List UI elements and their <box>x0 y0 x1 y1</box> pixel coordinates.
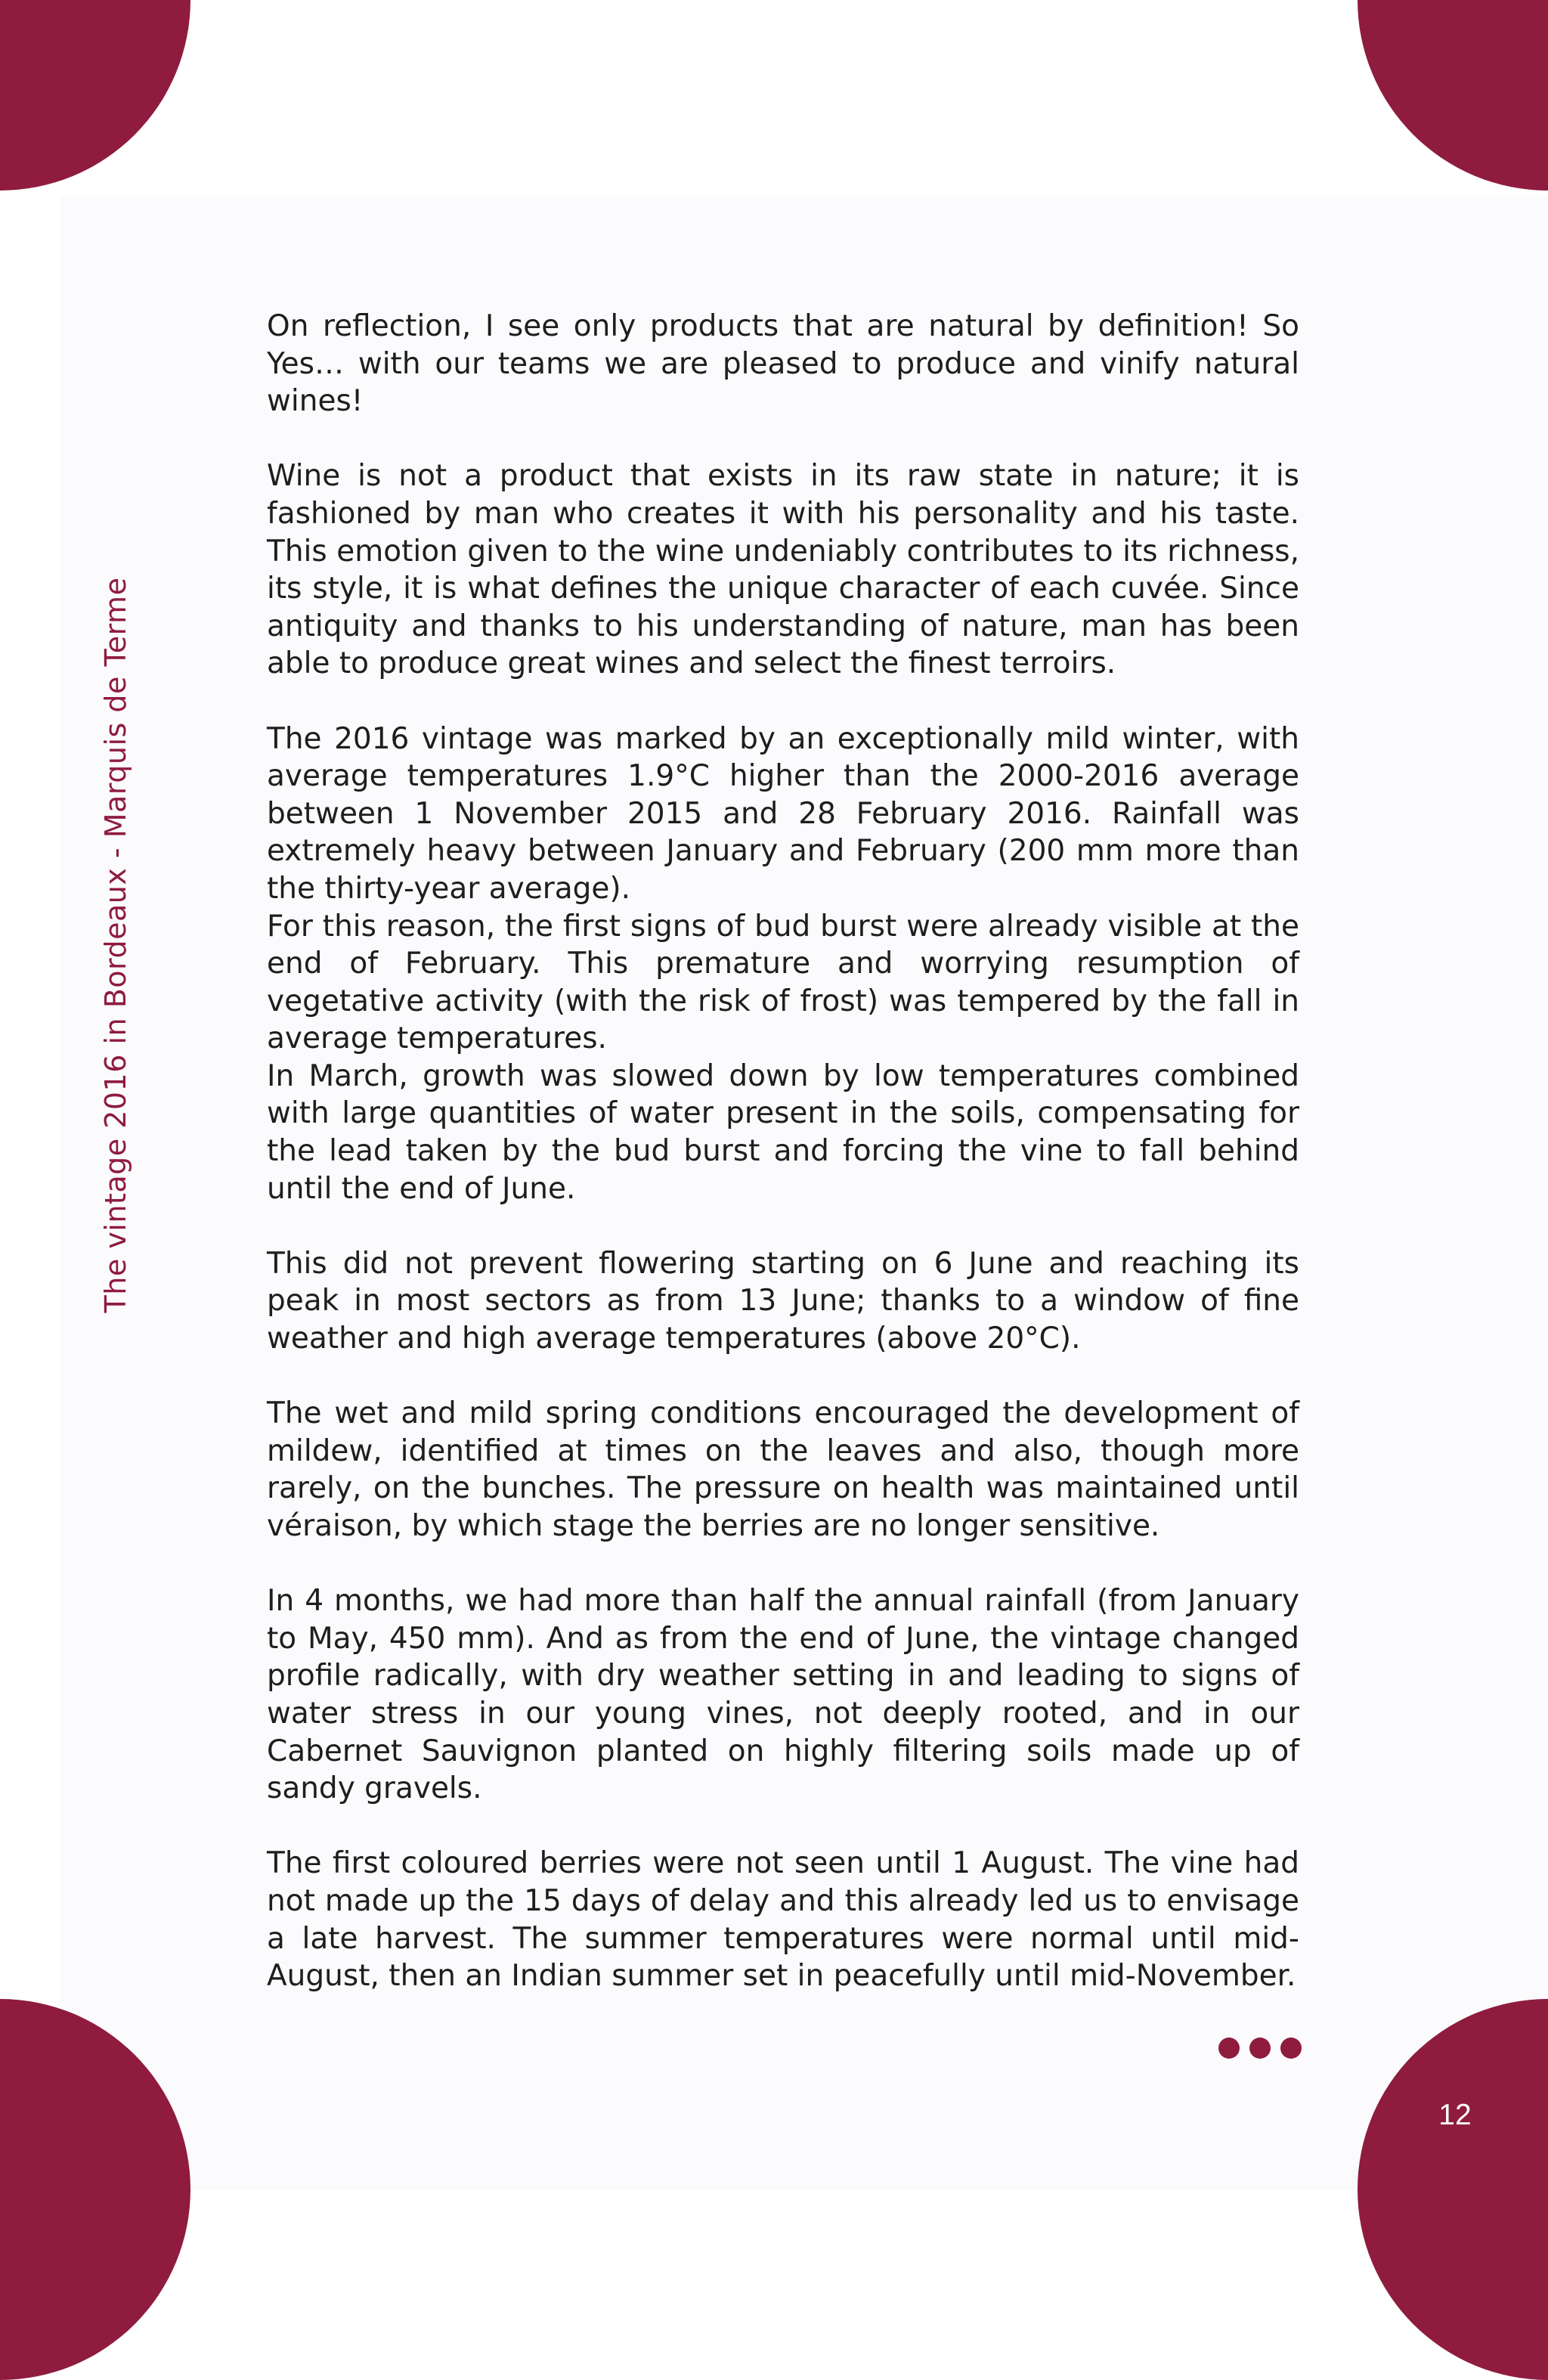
paragraph-flowering: This did not prevent flowering starting on 6 June and reaching its peak in most sectors as from 13 June; thanks to a window of fine weather and high average temperatures (above 20°C). <box>267 1246 1299 1356</box>
continuation-dots-icon <box>1218 2038 1302 2059</box>
body-text <box>267 308 1299 1995</box>
side-title: The vintage 2016 in Bordeaux - Marquis de Terme <box>99 577 132 1313</box>
paragraph-mild-winter: The 2016 vintage was marked by an exceptionally mild winter, with average temperatures 1.9°C higher than the 2000-2016 average between 1 November 2015 and 28 February 2016. Rainfall was extremely heavy between January and February (200 mm more than the thirty-year average). <box>267 721 1299 906</box>
paragraph-gap <box>267 420 1299 458</box>
paragraph-wine-and-man: Wine is not a product that exists in its raw state in nature; it is fashioned by man who creates it with his personality and his taste. This emotion given to the wine undeniably contributes to its richness, its style, it is what defines the unique character of each cuvée. Since antiquity and thanks to his understanding of nature, man has been able to produce great wines and select the finest terroirs. <box>267 459 1299 681</box>
paragraph-natural-wines: On reflection, I see only products that are natural by definition! So Yes… with our teams we are pleased to produce and vinify natural wines! <box>267 309 1299 419</box>
paragraph-gap <box>267 1808 1299 1845</box>
paragraph-gap <box>267 1207 1299 1245</box>
paragraph-bud-burst: For this reason, the first signs of bud burst were already visible at the end of February. This premature and worrying resumption of vegetative activity (with the risk of frost) was tempered by the fall in average temperatures. <box>267 909 1299 1056</box>
corner-decoration-top-left <box>0 0 190 191</box>
paragraph-gap <box>267 1358 1299 1396</box>
dot-icon <box>1249 2038 1271 2059</box>
page-number: 12 <box>1438 2099 1472 2131</box>
paragraph-gap <box>267 683 1299 721</box>
paragraph-mildew: The wet and mild spring conditions encouraged the development of mildew, identified at times on the leaves and also, though more rarely, on the bunches. The pressure on health was maintained until véraison, by which stage the berries are no longer sensitive. <box>267 1396 1299 1543</box>
dot-icon <box>1218 2038 1240 2059</box>
corner-decoration-top-right <box>1358 0 1548 191</box>
paragraph-rainfall: In 4 months, we had more than half the annual rainfall (from January to May, 450 mm). And as from the end of June, the vintage changed profile radically, with dry weather setting in and leading to signs of water stress in our young vines, not deeply rooted, and in our Cabernet Sauvignon planted on highly filtering soils made up of sandy gravels. <box>267 1584 1299 1806</box>
paragraph-gap <box>267 1545 1299 1583</box>
dot-icon <box>1280 2038 1302 2059</box>
paragraph-march-growth: In March, growth was slowed down by low temperatures combined with large quantities of water present in the soils, compensating for the lead taken by the bud burst and forcing the vine to fall behind until the end of June. <box>267 1058 1299 1206</box>
paragraph-coloured-berries: The first coloured berries were not seen until 1 August. The vine had not made up the 15 days of delay and this already led us to envisage a late harvest. The summer temperatures were normal until mid-August, then an Indian summer set in peacefully until mid-November. <box>267 1846 1299 1994</box>
